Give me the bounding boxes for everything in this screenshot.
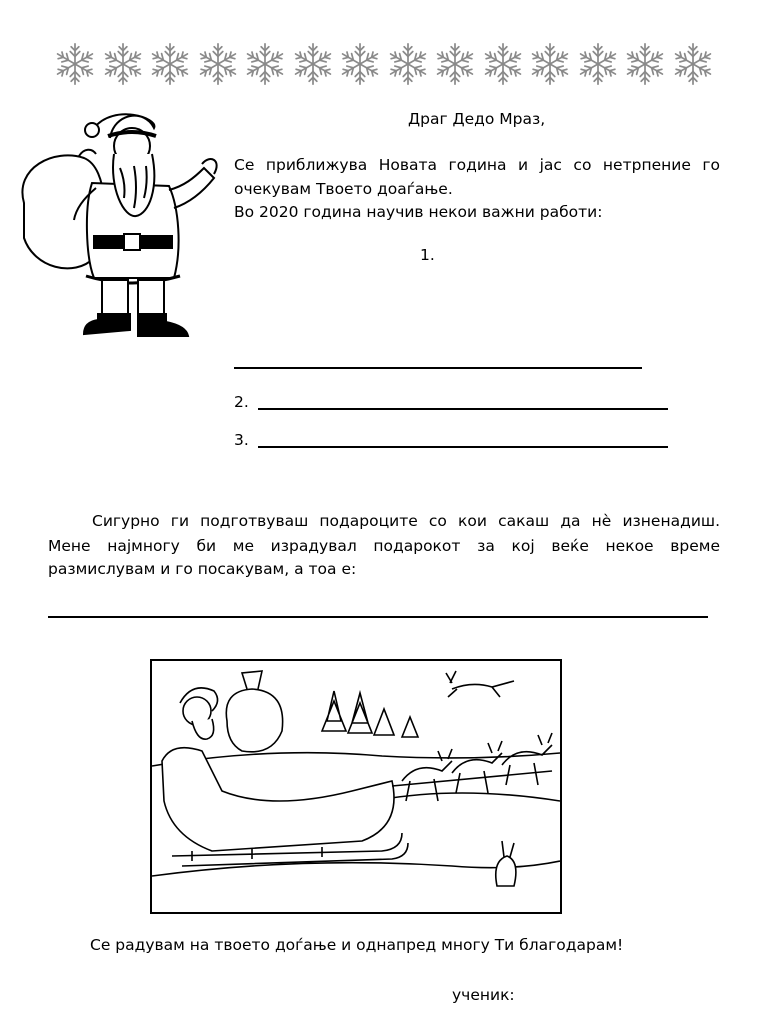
item-3-number: 3. [234, 431, 249, 449]
gift-line-2: Мене најмногу би ме израдувал подарокот за кој веќе некое време [48, 537, 720, 555]
snowflake-border [52, 38, 716, 90]
intro-line-2: очекувам Твоето доаѓање. [234, 180, 453, 198]
intro-line-3: Во 2020 година научив некои важни работи: [234, 203, 603, 221]
santa-sleigh-reindeer-illustration [150, 659, 562, 914]
snowflake-icon [290, 41, 336, 87]
snowflake-icon [52, 41, 98, 87]
gift-line-3: размислувам и го посакувам, а тоа е: [48, 560, 357, 578]
item-2-number: 2. [234, 393, 249, 411]
item-1-answer-line[interactable] [234, 367, 642, 369]
snowflake-icon [385, 41, 431, 87]
snowflake-icon [670, 41, 716, 87]
closing-sentence: Се радувам на твоето доѓање и однапред многу Ти благодарам! [90, 936, 624, 954]
item-3-answer-line[interactable] [258, 446, 668, 448]
gift-answer-line[interactable] [48, 616, 708, 618]
signature-label: ученик: [452, 986, 515, 1004]
snowflake-icon [337, 41, 383, 87]
snowflake-icon [147, 41, 193, 87]
greeting: Драг Дедо Мраз, [408, 110, 546, 128]
snowflake-icon [100, 41, 146, 87]
intro-line-1: Се приближува Новата година и јас со нетрпение го [234, 156, 720, 174]
gift-line-1: Сигурно ги подготвуваш подароците со кои сакаш да нè изненадиш. [92, 512, 720, 530]
snowflake-icon [527, 41, 573, 87]
item-2-answer-line[interactable] [258, 408, 668, 410]
snowflake-icon [575, 41, 621, 87]
snowflake-icon [195, 41, 241, 87]
item-1-number: 1. [420, 246, 435, 264]
snowflake-icon [432, 41, 478, 87]
snowflake-icon [480, 41, 526, 87]
santa-claus-illustration [14, 108, 222, 344]
snowflake-icon [242, 41, 288, 87]
snowflake-icon [622, 41, 668, 87]
